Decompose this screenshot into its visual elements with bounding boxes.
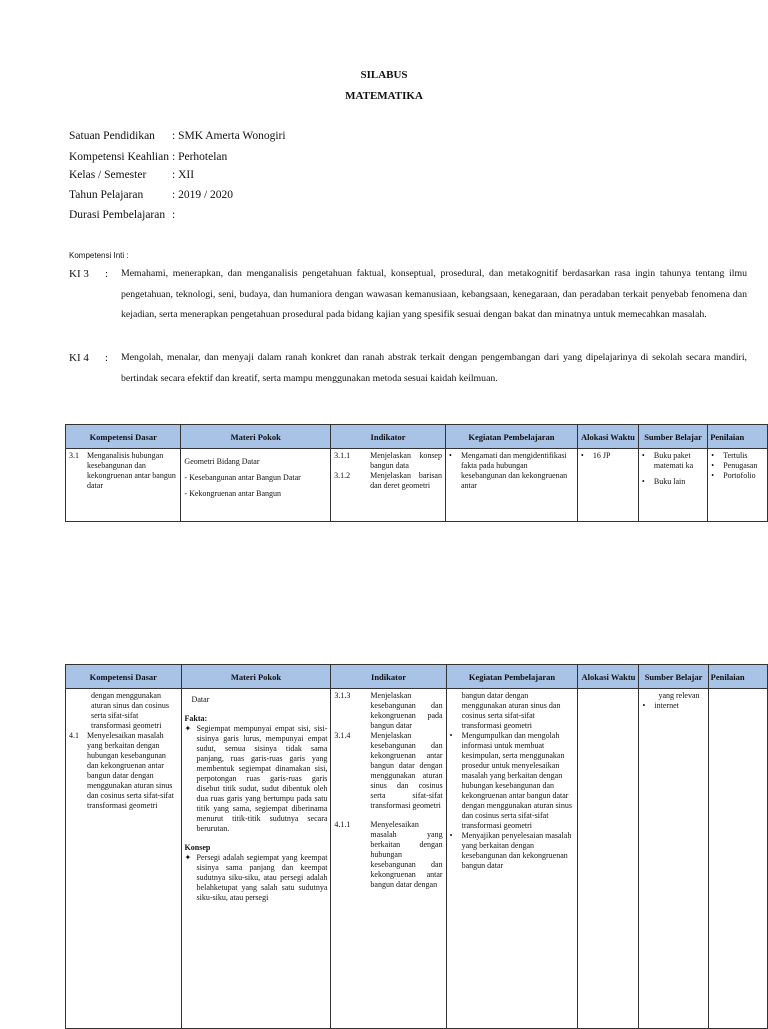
header-sumber: Sumber Belajar (639, 665, 708, 689)
fakta-label: Fakta: (184, 714, 208, 723)
sumber-cell (639, 689, 708, 1029)
alokasi-cell (578, 689, 639, 1029)
sumber-cell (638, 449, 707, 522)
konsep-text: Persegi adalah segiempat yang keempat sisinya sama panjang dan keempat sudutnya siku-siku, atau persegi adalah belahketupat yang salah satu sudutnya siku-siku, atau persegi (196, 853, 328, 902)
table-row (66, 449, 768, 522)
header-penilaian: Penilaian (708, 665, 767, 689)
header-alokasi: Alokasi Waktu (578, 665, 639, 689)
star-bullet-icon: ✦ (184, 853, 192, 862)
header-alokasi: Alokasi Waktu (577, 425, 638, 449)
penilaian-item: Penugasan (723, 461, 758, 470)
ki-code: KI 4 (69, 352, 89, 364)
bullet: • (641, 477, 645, 486)
info-label: Tahun Pelajaran (69, 189, 144, 201)
materi-item: - Kekongruenan antar Bangun (184, 489, 282, 498)
info-value: : (172, 209, 176, 221)
sumber-item: internet (654, 701, 679, 710)
materi-text: Datar (191, 695, 210, 704)
indikator-text: Menjelaskan konsep bangun data (370, 451, 442, 470)
indikator-text: Menjelaskan barisan dan deret geometri (370, 471, 442, 490)
indikator-text: Menyelesaikan masalah yang berkaitan dengan hubungan kesebangunan dan kekongruenan antar bangun datar dengan (370, 820, 443, 889)
kegiatan-item: Mengumpulkan dan mengolah informasi untuk membuat kesimpulan, serta menggunakan prosedur untuk menyelesaikan masalah yang berkaitan dengan hubungan kesebangunan dan kekongruenan antar bangun datar dengan menggunakan aturan sinus dan cosinus serta sifat-sifat transformasi geometri (461, 731, 573, 830)
ki-text: Memahami, menerapkan, dan menganalisis pengetahuan faktual, konseptual, prosedural, dan metakognitif berdasarkan rasa ingin tahunya tentang ilmu pengetahuan, teknologi, seni, budaya, dan humaniora dengan wawasan kemanusiaan, kebangsaan, kenegaraan, dan peradaban terkait penyebab fenomena dan kejadian, serta menerapkan pengetahuan prosedural pada bidang kajian yang spesifik sesuai dengan bakat dan minatnya untuk memecahkan masalah. (121, 268, 747, 320)
syllabus-table (65, 424, 768, 522)
kd-cell (66, 689, 182, 1029)
penilaian-cell (708, 449, 768, 522)
syllabus-table-continued (65, 664, 768, 1029)
ki-colon: : (105, 352, 109, 364)
alokasi-value: 16 JP (592, 451, 611, 460)
bullet: • (449, 731, 453, 740)
info-label: Satuan Pendidikan (69, 130, 155, 142)
bullet: • (711, 461, 714, 470)
materi-cell (181, 449, 331, 522)
bullet: • (642, 701, 646, 710)
indikator-number: 4.1.1 (334, 820, 351, 829)
kegiatan-item: bangun datar dengan menggunakan aturan sinus dan cosinus serta sifat-sifat transformasi geometri (461, 691, 561, 730)
header-indikator: Indikator (331, 425, 446, 449)
indikator-number: 3.1.3 (334, 691, 351, 700)
materi-cell (181, 689, 331, 1029)
kd-text: Menganalisis hubungan kesebangunan dan kekongruenan antar bangun datar (87, 451, 176, 490)
indikator-number: 3.1.1 (334, 451, 351, 460)
indikator-cell (331, 689, 446, 1029)
sumber-item: Buku lain (653, 477, 686, 486)
indikator-text: Menjelaskan kesebangunan dan kekongruenan pada bangun datar (370, 691, 443, 730)
indikator-number: 3.1.2 (334, 471, 351, 480)
info-value: : XII (172, 169, 195, 181)
penilaian-item: Tertulis (723, 451, 748, 460)
kegiatan-item: Mengamati dan mengidentifikasi fakta pada hubungan kesebangunan dan kekongruenan antar (460, 451, 568, 490)
sumber-item: yang relevan (658, 691, 700, 700)
ki-text: Mengolah, menalar, dan menyaji dalam ranah konkret dan ranah abstrak terkait dengan pengembangan dari yang dipelajarinya di sekolah secara mandiri, bertindak secara efektif dan kreatif, serta mampu menggunakan metoda sesuai kaidah keilmuan. (121, 352, 747, 384)
star-bullet-icon: ✦ (184, 724, 192, 733)
kegiatan-cell (446, 689, 578, 1029)
kd-text: dengan menggunakan aturan sinus dan cosinus serta sifat-sifat transformasi geometri (91, 691, 169, 730)
info-value: : Perhotelan (172, 151, 228, 163)
info-value: : 2019 / 2020 (172, 189, 234, 201)
header-kompetensi-dasar: Kompetensi Dasar (66, 425, 181, 449)
header-indikator: Indikator (331, 665, 446, 689)
header-sumber: Sumber Belajar (638, 425, 707, 449)
kd-text: Menyelesaikan masalah yang berkaitan dengan hubungan kesebangunan dan kekongruenan antar bangun datar dengan menggunakan aturan sinus dan cosinus serta sifat-sifat transformasi geometri (87, 731, 174, 810)
header-penilaian: Penilaian (708, 425, 768, 449)
materi-item: - Kesebangunan antar Bangun Datar (184, 473, 301, 482)
ki-colon: : (105, 268, 109, 280)
header-kompetensi-dasar: Kompetensi Dasar (66, 665, 182, 689)
info-label: Kompetensi Keahlian (69, 151, 169, 163)
penilaian-cell (708, 689, 767, 1029)
bullet: • (449, 831, 453, 840)
materi-title: Geometri Bidang Datar (184, 457, 260, 466)
kd-number: 3.1 (69, 451, 79, 460)
alokasi-cell (577, 449, 638, 522)
kegiatan-item: Menyajikan penyelesaian masalah yang berkaitan dengan kesebangunan dan kekongruenan bangun datar (461, 831, 572, 870)
table-row (66, 689, 768, 1029)
header-materi-pokok: Materi Pokok (181, 425, 331, 449)
info-label: Kelas / Semester (69, 169, 147, 181)
info-value: : SMK Amerta Wonogiri (172, 130, 286, 142)
info-label: Durasi Pembelajaran (69, 209, 166, 221)
header-kegiatan: Kegiatan Pembelajaran (446, 665, 578, 689)
bullet: • (448, 451, 452, 460)
indikator-cell (331, 449, 446, 522)
kd-cell (66, 449, 181, 522)
ki-code: KI 3 (69, 268, 89, 280)
kompetensi-inti-heading: Kompetensi Inti : (69, 251, 129, 260)
kd-number: 4.1 (69, 731, 79, 740)
bullet: • (641, 451, 645, 460)
fakta-text: Segiempat mempunyai empat sisi, sisi-sisinya garis lurus, mempunyai empat sudut, semua sisinya tidak sama panjang, ruas garis-ruas garis yang membentuk segiempat dinamakan sisi, perpotongan ruas garis-ruas garis disebut titik sudut, sudut dibentuk oleh dua ruas garis yang bertumpu pada satu titik yang sama, segiempat diberinama menurut titik-titik sudutnya secara berurutan. (196, 724, 328, 833)
indikator-number: 3.1.4 (334, 731, 351, 740)
document-subtitle: MATEMATIKA (345, 90, 423, 102)
penilaian-item: Portofolio (723, 471, 756, 480)
kegiatan-cell (445, 449, 577, 522)
bullet: • (580, 451, 584, 460)
konsep-label: Konsep (184, 843, 211, 852)
bullet: • (711, 471, 714, 480)
document-title: SILABUS (360, 69, 408, 81)
sumber-item: Buku paket matemati ka (653, 451, 694, 470)
header-materi-pokok: Materi Pokok (181, 665, 331, 689)
header-kegiatan: Kegiatan Pembelajaran (445, 425, 577, 449)
indikator-text: Menjelaskan kesebangunan dan kekongruenan antar bangun datar dengan menggunakan aturan sinus dan cosinus serta sifat-sifat transformasi geometri (370, 731, 443, 810)
bullet: • (711, 451, 714, 460)
